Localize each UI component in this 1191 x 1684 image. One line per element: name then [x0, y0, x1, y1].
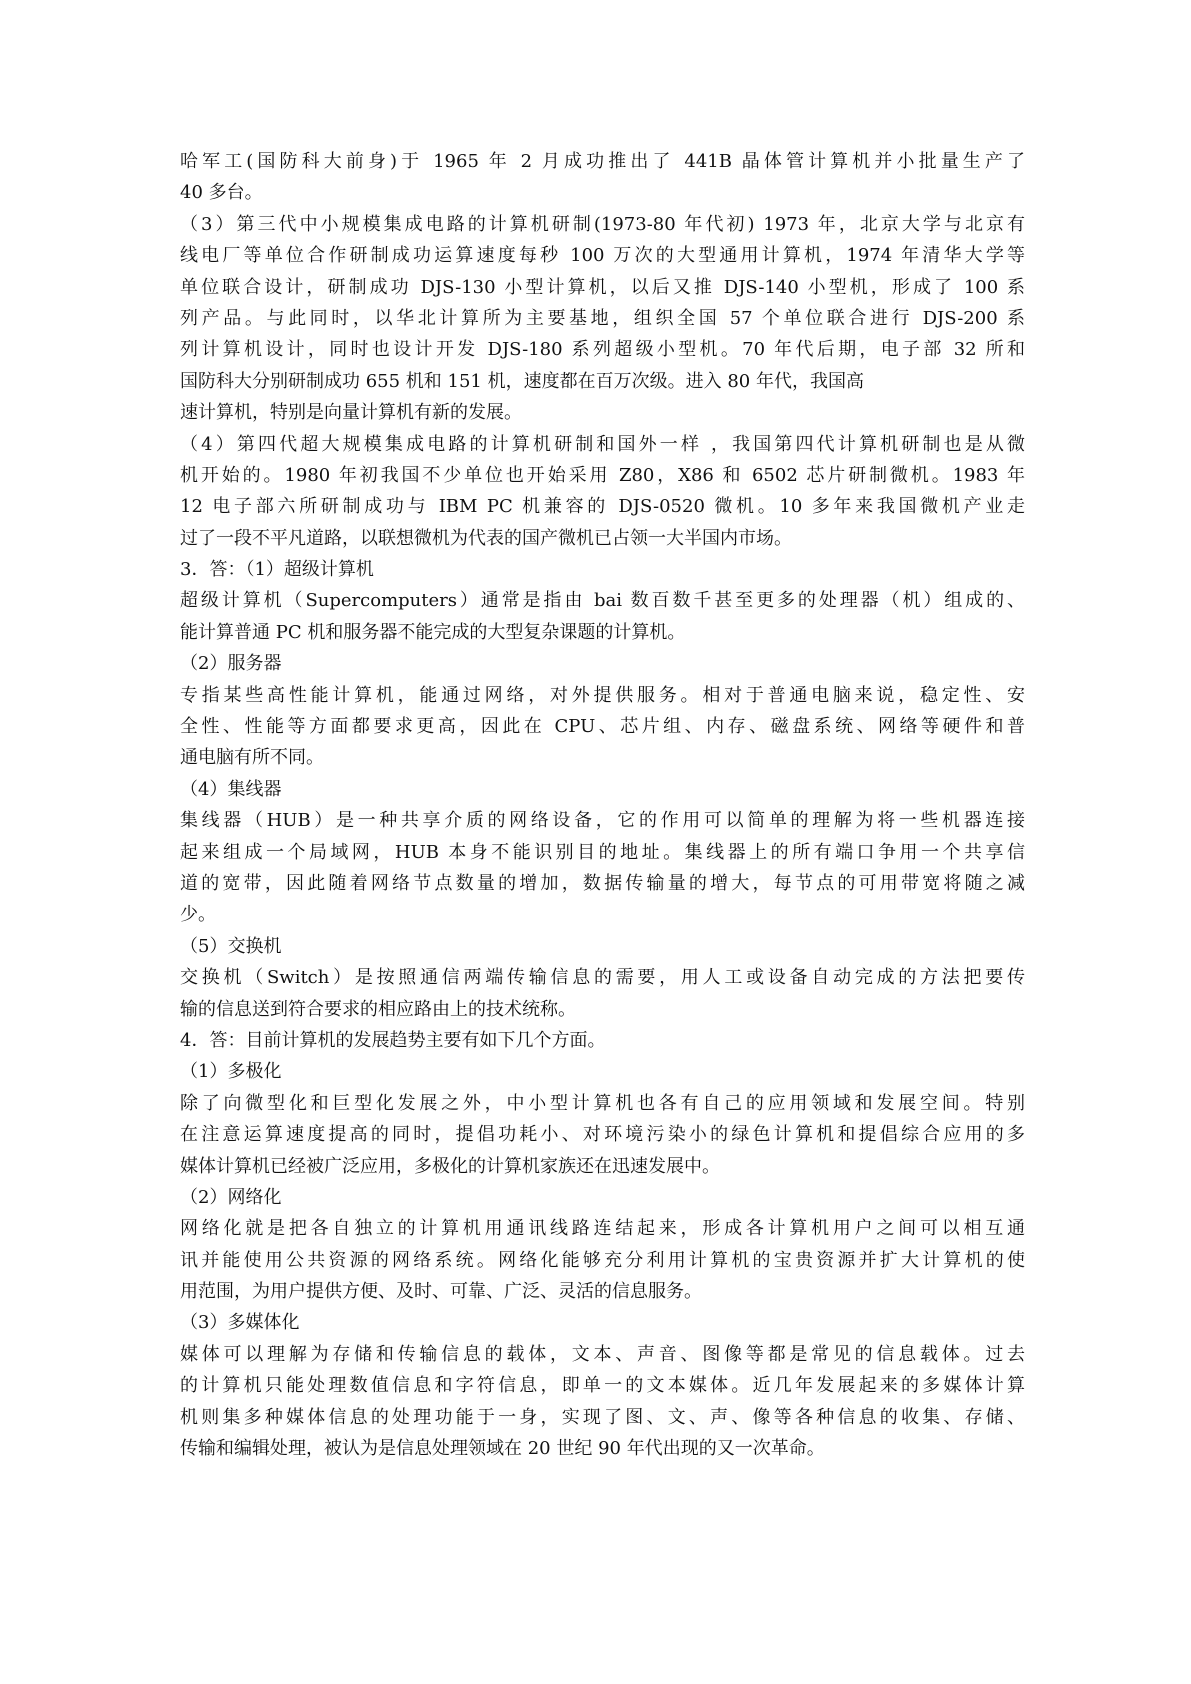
text-line: 在注意运算速度提高的同时，提倡功耗小、对环境污染小的绿色计算机和提倡综合应用的多: [180, 1124, 1025, 1146]
text-line: 交换机（Switch）是按照通信两端传输信息的需要，用人工或设备自动完成的方法把要传: [180, 967, 1025, 989]
text-line: 机开始的。1980 年初我国不少单位也开始采用 Z80，X86 和 6502 芯片研制微机。1983 年: [180, 464, 1025, 486]
text-line: 讯并能使用公共资源的网络系统。网络化能够充分利用计算机的宝贵资源并扩大计算机的使: [180, 1249, 1025, 1271]
text-line: 速计算机，特别是向量计算机有新的发展。: [180, 402, 522, 424]
text-line: 输的信息送到符合要求的相应路由上的技术统称。: [180, 998, 576, 1020]
text-line: 哈军工(国防科大前身)于 1965 年 2 月成功推出了 441B 晶体管计算机并小批量生产了: [180, 151, 1025, 172]
document-body: [180, 146, 1025, 1464]
text-line: 40 多台。: [180, 182, 263, 204]
text-line: 媒体计算机已经被广泛应用，多极化的计算机家族还在迅速发展中。: [180, 1155, 720, 1177]
text-line: 单位联合设计，研制成功 DJS-130 小型计算机，以后又推 DJS-140 小型机，形成了 100 系: [180, 276, 1025, 298]
text-line: 12 电子部六所研制成功与 IBM PC 机兼容的 DJS-0520 微机。10 多年来我国微机产业走: [180, 496, 1025, 518]
text-line: 的计算机只能处理数值信息和字符信息，即单一的文本媒体。近几年发展起来的多媒体计算: [180, 1375, 1025, 1397]
text-line: 列产品。与此同时，以华北计算所为主要基地，组织全国 57 个单位联合进行 DJS-200 系: [180, 307, 1025, 329]
text-line: 道的宽带，因此随着网络节点数量的增加，数据传输量的增大，每节点的可用带宽将随之减: [180, 872, 1025, 894]
text-line: （3）第三代中小规模集成电路的计算机研制(1973-80 年代初) 1973 年，北京大学与北京有: [180, 213, 1025, 235]
text-line: 线电厂等单位合作研制成功运算速度每秒 100 万次的大型通用计算机，1974 年清华大学等: [180, 245, 1025, 267]
text-line: 通电脑有所不同。: [180, 747, 324, 769]
text-line: 起来组成一个局域网，HUB 本身不能识别目的地址。集线器上的所有端口争用一个共享信: [180, 841, 1025, 863]
text-line: 网络化就是把各自独立的计算机用通讯线路连结起来，形成各计算机用户之间可以相互通: [180, 1218, 1025, 1240]
text-line: 除了向微型化和巨型化发展之外，中小型计算机也各有自己的应用领域和发展空间。特别: [180, 1092, 1025, 1114]
text-line: 机则集多种媒体信息的处理功能于一身，实现了图、文、声、像等各种信息的收集、存储、: [180, 1406, 1025, 1428]
text-line: （3）多媒体化: [180, 1312, 300, 1334]
text-line: 过了一段不平凡道路，以联想微机为代表的国产微机已占领一大半国内市场。: [180, 527, 792, 549]
text-line: （1）多极化: [180, 1061, 282, 1083]
text-line: 传输和编辑处理，被认为是信息处理领域在 20 世纪 90 年代出现的又一次革命。: [180, 1438, 825, 1460]
text-line: 列计算机设计，同时也设计开发 DJS-180 系列超级小型机。70 年代后期，电子部 32 所和: [180, 339, 1025, 361]
text-line: （4）第四代超大规模集成电路的计算机研制和国外一样 ，我国第四代计算机研制也是从微: [180, 433, 1025, 455]
text-line: （2）网络化: [180, 1186, 282, 1208]
text-line: 用范围，为用户提供方便、及时、可靠、广泛、灵活的信息服务。: [180, 1281, 702, 1303]
text-line: 3．答：（1）超级计算机: [180, 559, 374, 581]
text-line: （2）服务器: [180, 653, 282, 675]
text-line: （4）集线器: [180, 778, 282, 800]
text-line: 能计算普通 PC 机和服务器不能完成的大型复杂课题的计算机。: [180, 621, 686, 643]
text-line: 媒体可以理解为存储和传输信息的载体，文本、声音、图像等都是常见的信息载体。过去: [180, 1343, 1025, 1365]
text-line: 4．答：目前计算机的发展趋势主要有如下几个方面。: [180, 1029, 606, 1051]
text-line: 全性、性能等方面都要求更高，因此在 CPU、芯片组、内存、磁盘系统、网络等硬件和普: [180, 716, 1025, 738]
text-line: 超级计算机（Supercomputers）通常是指由 bai 数百数千甚至更多的处理器（机）组成的、: [180, 590, 1025, 612]
text-line: 专指某些高性能计算机，能通过网络，对外提供服务。相对于普通电脑来说，稳定性、安: [180, 684, 1025, 706]
text-line: 集线器（HUB）是一种共享介质的网络设备，它的作用可以简单的理解为将一些机器连接: [180, 810, 1025, 832]
text-line: 少。: [180, 904, 216, 926]
text-line: （5）交换机: [180, 935, 282, 957]
text-line: 国防科大分别研制成功 655 机和 151 机，速度都在百万次级。进入 80 年代，我国高: [180, 370, 864, 392]
